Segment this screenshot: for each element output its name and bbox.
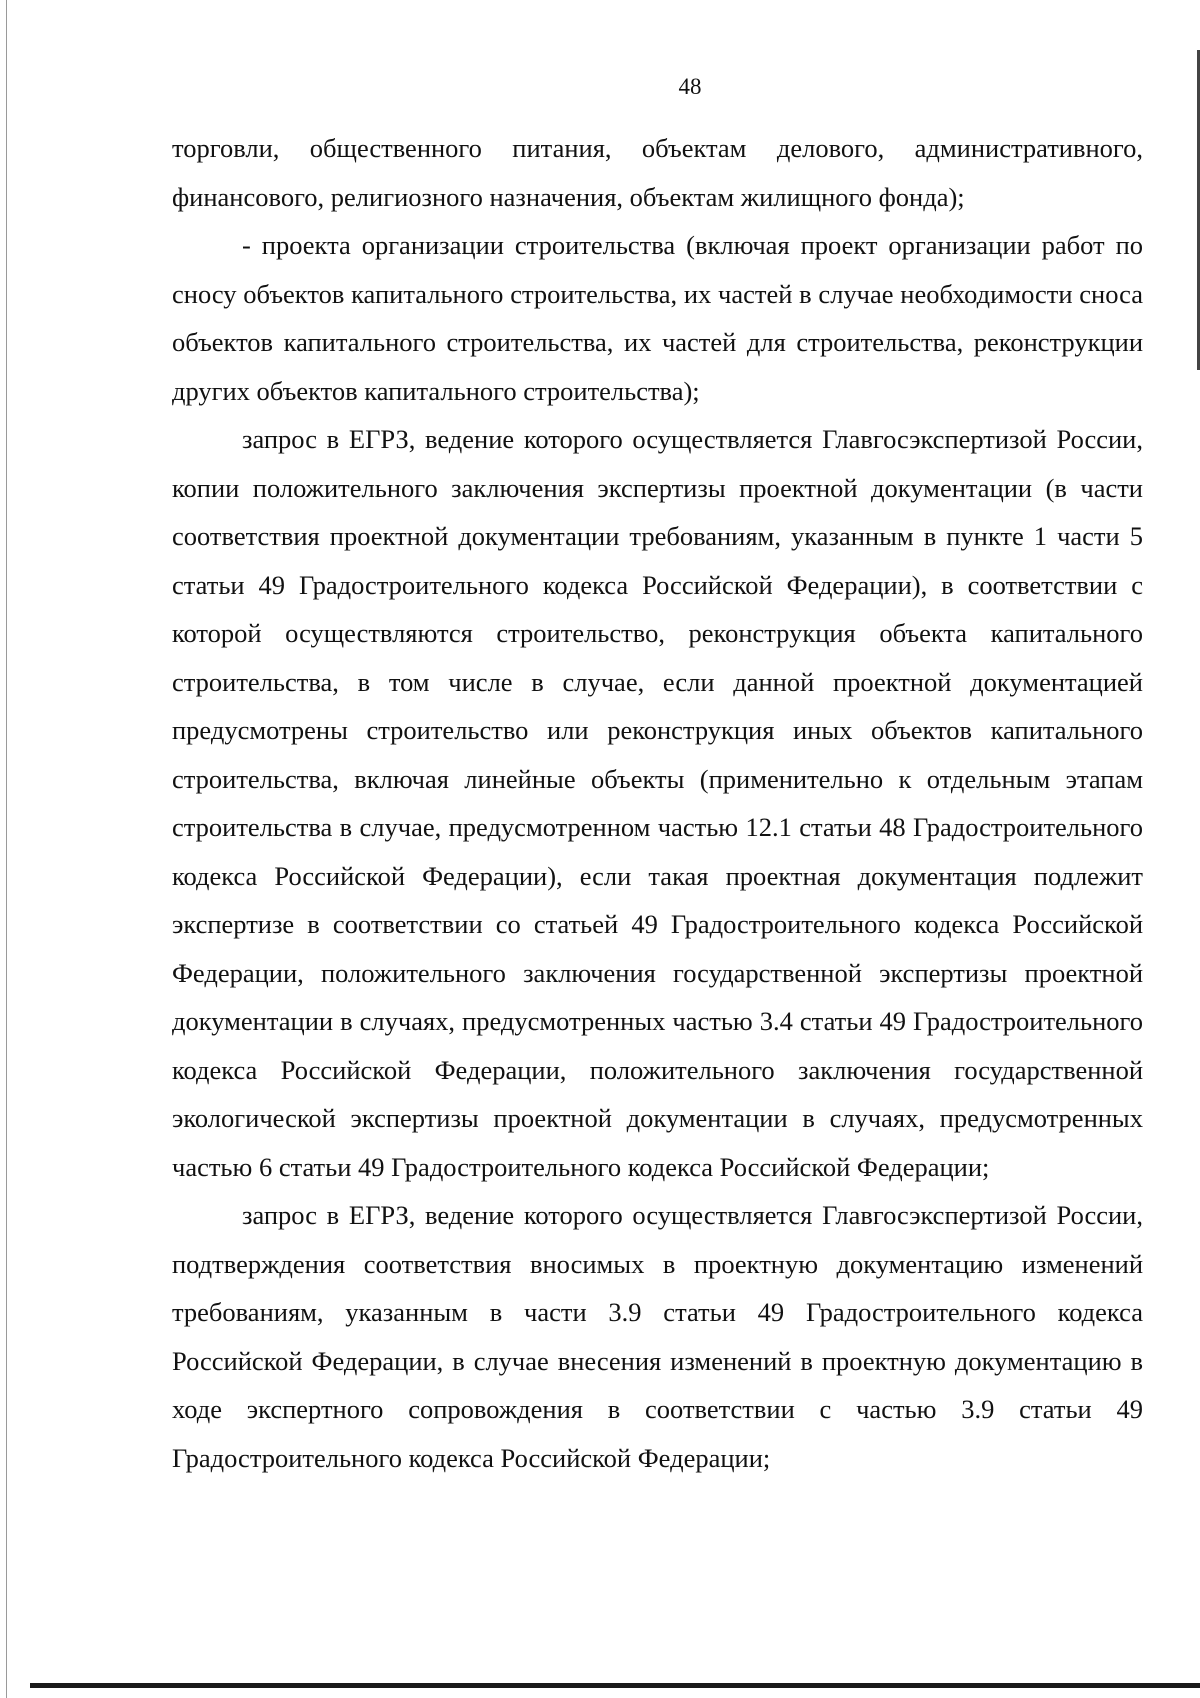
document-body — [172, 124, 1143, 1482]
paragraph-project-organization: - проекта организации строительства (включая проект организации работ по сносу объектов капитального строительства, их частей в случае необходимости сноса объектов капитального строительства, их частей для строительства, реконструкции других объектов капитального строительства); — [172, 230, 1143, 406]
paragraph-egrz-request-expertise: запрос в ЕГРЗ, ведение которого осуществляется Главгосэкспертизой России, копии положительного заключения экспертизы проектной документации (в части соответствия проектной документации требованиям, указанным в пункте 1 части 5 статьи 49 Градостроительного кодекса Российской Федерации), в соответствии с которой осуществляются строительство, реконструкция объекта капитального строительства, в том числе в случае, если данной проектной документацией предусмотрены строительство или реконструкция иных объектов капитального строительства, включая линейные объекты (применительно к отдельным этапам строительства в случае, предусмотренном частью 12.1 статьи 48 Градостроительного кодекса Российской Федерации), если такая проектная документация подлежит экспертизе в соответствии со статьей 49 Градостроительного кодекса Российской Федерации, положительного заключения государственной экспертизы проектной документации в случаях, предусмотренных частью 3.4 статьи 49 Градостроительного кодекса Российской Федерации, положительного заключения государственной экологической экспертизы проектной документации в случаях, предусмотренных частью 6 статьи 49 Градостроительного кодекса Российской Федерации; — [172, 424, 1143, 1182]
paragraph-continued: торговли, общественного питания, объектам делового, административного, финансового, религиозного назначения, объектам жилищного фонда); — [172, 133, 1143, 212]
page-number: 48 — [678, 74, 702, 99]
scan-bottom-edge — [30, 1683, 1200, 1688]
scan-left-edge — [6, 0, 7, 1698]
paragraph-egrz-request-changes: запрос в ЕГРЗ, ведение которого осуществляется Главгосэкспертизой России, подтверждения соответствия вносимых в проектную документацию изменений требованиям, указанным в части 3.9 статьи 49 Градостроительного кодекса Российской Федерации, в случае внесения изменений в проектную документацию в ходе экспертного сопровождения в соответствии с частью 3.9 статьи 49 Градостроительного кодекса Российской Федерации; — [172, 1200, 1143, 1473]
